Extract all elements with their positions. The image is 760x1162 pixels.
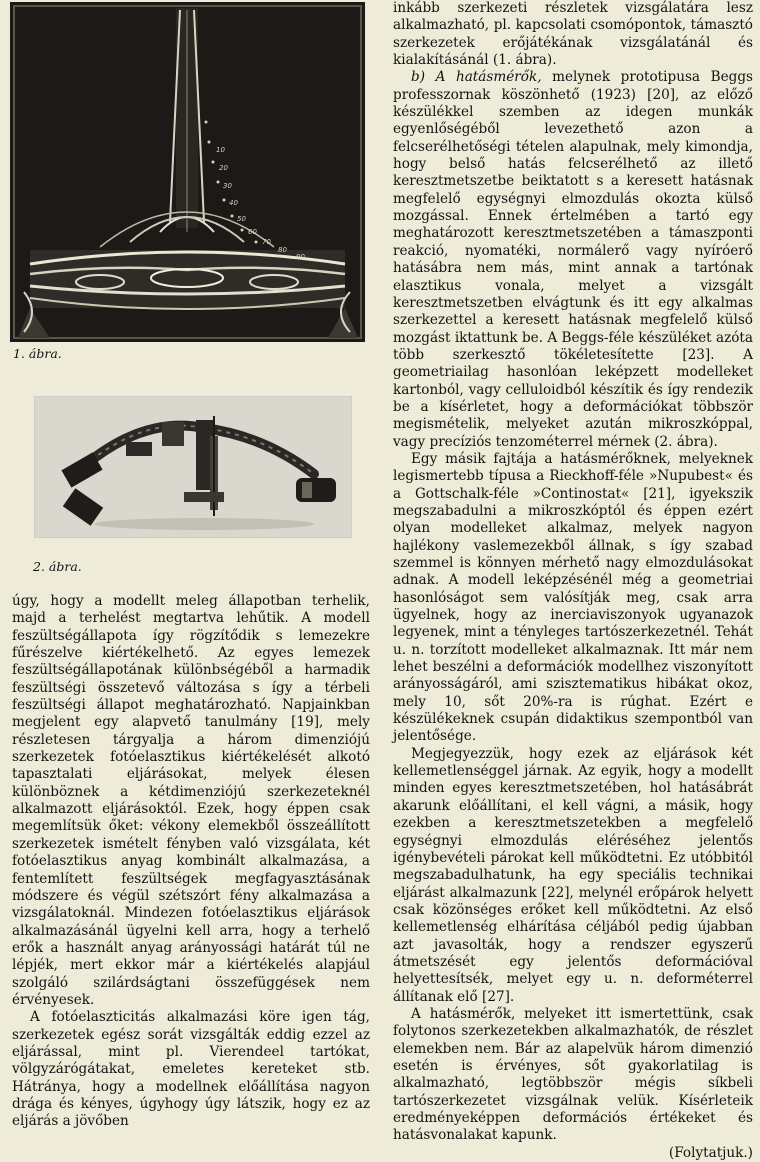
paragraph: úgy, hogy a modellt meleg állapotban terhelik, majd a terhelést megtartva lehűtik. A modell feszültségállapota így rögzítődik s lemezekre fűrészelve kiértékelhető. Az egyes lemezek feszültségállapotának különbségéből a harmadik feszültségi összetevő változása s így a térbeli feszültségi állapot meghatározható. Napjainkban megjelent egy alapvető tanulmány [19], mely részletesen tárgyalja a három dimenziójú szerkezetek fotóelasztikus kiértékelését alkotó tapasztalati eljárásokat, melyek élesen különböznek a kétdimenziójú szerkezeteknél alkalmazott eljárásoktól. Ezek, hogy éppen csak megemlítsük őket: vékony elemekből összeállított szerkezetek ismételt fényben való vizsgálata, két fotóelasztikus anyag kombinált alkalmazása, a fentemlített feszültségek megfagyasztásának módszere és végül szétszórt fény alkalmazása a vizsgálatoknál. Mindezen fotóelasztikus eljárások alkalmazásánál ügyelni kell arra, hogy a terhelő erők a használt anyag arányossági határát túl ne lépjék, mert ekkor már a kiértékelés alapjául szolgáló szilárdságtani összefüggések nem érvényesek.: [12, 593, 370, 1008]
right-column: [393, 0, 753, 1162]
fringe-label: 20: [219, 164, 228, 172]
fringe-label: 50: [237, 215, 246, 223]
paragraph: inkább szerkezeti részletek vizsgálatára lesz alkalmazható, pl. kapcsolati csomópontok, támasztó szerkezetek erőjátékának vizsgálatánál és kialakításánál (1. ábra).: [393, 0, 753, 69]
fringe-label: 80: [278, 246, 287, 254]
fringe-label: 60: [248, 228, 257, 236]
paragraph: Egy másik fajtája a hatásmérőknek, melyeknek legismertebb típusa a Rieckhoff-féle »Nupubest« és a Gottschalk-féle »Continostat« [21], igyekszik megszabadulni a mikroszkóptól és éppen ezért olyan modelleket alkalmaz, melyek nagyon hajlékony vaslemezekből állnak, s így szabad szemmel is könnyen mérhető nagy elmozdulásokat adnak. A modell leképzésénél még a geometriai hasonlóságot sem valósítják meg, csak arra ügyelnek, hogy az inerciaviszonyok ugyanazok legyenek, mint a tényleges tartószerkezetnél. Tehát u. n. torzított modelleket alkalmaznak. Itt már nem lehet beszélni a deformációk modellhez viszonyított arányosságáról, ami szisztematikus hibákat okoz, mely 10, sőt 20%-ra is rúghat. Ezért e készülékeknek csupán didaktikus szempontból van jelentősége.: [393, 450, 753, 745]
paragraph: A fotóelaszticitás alkalmazási köre igen tág, szerkezetek egész sorát vizsgálták eddig ezzel az eljárással, mint pl. Vierendeel tartókat, völgyzárógátakat, emeletes kereteket stb. Hátránya, hogy a modellnek előállítása nagyon drága és kényes, úgyhogy úgy látszik, hogy ez az eljárás a jövőben: [12, 1009, 370, 1130]
continuation-note: (Folytatjuk.): [668, 1144, 753, 1161]
paragraph: Megjegyezzük, hogy ezek az eljárások két kellemetlenséggel járnak. Az egyik, hogy a modellt minden egyes keresztmetszetében, hol hatásábrát akarunk előállítani, el kell vágni, a másik, hogy ezekben a keresztmetszetekben a megfelelő egységnyi elmozdulás eléréséhez jelentős igénybevételi párokat kell működtetni. Ez utóbbitól megszabadulhatunk, ha egy speciális technikai eljárást alkalmazunk [22], melynél erőpárok helyett csak közönséges erőket kell működtetni. Az első kellemetlenség elhárítása céljából pedig újabban azt javasolták, hogy a rendszer egyszerű átmetszését egy jelentős deformációval helyettesítsék, melyet egy u. n. deforméterrel állítanak elő [27].: [393, 745, 753, 1005]
paragraph: A hatásmérők, melyeket itt ismertettünk, csak folytonos szerkezetekben alkalmazhatók, de részlet elemekben nem. Bár az alapelvük három dimenzió esetén is érvényes, sőt gyakorlatilag is alkalmazható, legtöbbször mégis síkbeli tartószerkezetet vizsgálnak velük. Kísérleteik eredményeképpen deformációs értékeket és hatásvonalakat kapunk.: [393, 1005, 753, 1144]
fringe-label: 40: [229, 199, 238, 207]
paragraph: [393, 69, 753, 451]
left-column: [12, 593, 370, 1131]
figure-1-caption: 1. ábra.: [13, 346, 62, 361]
figure-2-apparatus-image: [34, 396, 352, 538]
fringe-label: 70: [262, 238, 271, 246]
section-heading-hatasmerok: b) A hatásmérők,: [411, 69, 542, 86]
fringe-label: 10: [216, 146, 225, 154]
figure-2-caption: 2. ábra.: [33, 559, 82, 574]
figure-1-photoelastic-image: [10, 2, 365, 342]
fringe-label: 90: [296, 253, 305, 261]
fringe-label: 30: [223, 182, 232, 190]
paragraph-text: melynek prototipusa Beggs professzornak köszönhető (1923) [20], az előző készülékkel szemben az idegen munkák egyenlőségéből levezethető azon a felcserélhetőségi tételen alapulnak, mely kimondja, hogy belső hatás felcserélhető az illető keresztmetszetbe beiktatott s a keresett hatásnak megfelelő egységnyi elmozdulás okozta külső mozgással. Ennek értelmében a tartó egy meghatározott keresztmetszetében a támaszponti reakció, nyomatéki, normálerő vagy nyíróerő hatásábra nem más, mint annak a tartónak elasztikus vonala, melyet a vizsgált keresztmetszetben elvágtunk és itt egy alkalmas szerkezettel a keresett hatásnak megfelelő külső mozgást iktattunk be. A Beggs-féle készüléket azóta több szerkesztő tökéletesítette [23]. A geometriailag hasonlóan leképzett modelleket kartonból, vagy celluloidból készítik és így rendezik be a kísérletet, hogy a deformációkat többször megismételik, melyeket azután mikroszkóppal, vagy precíziós tenzométerrel mérnek (2. ábra).: [393, 69, 754, 450]
